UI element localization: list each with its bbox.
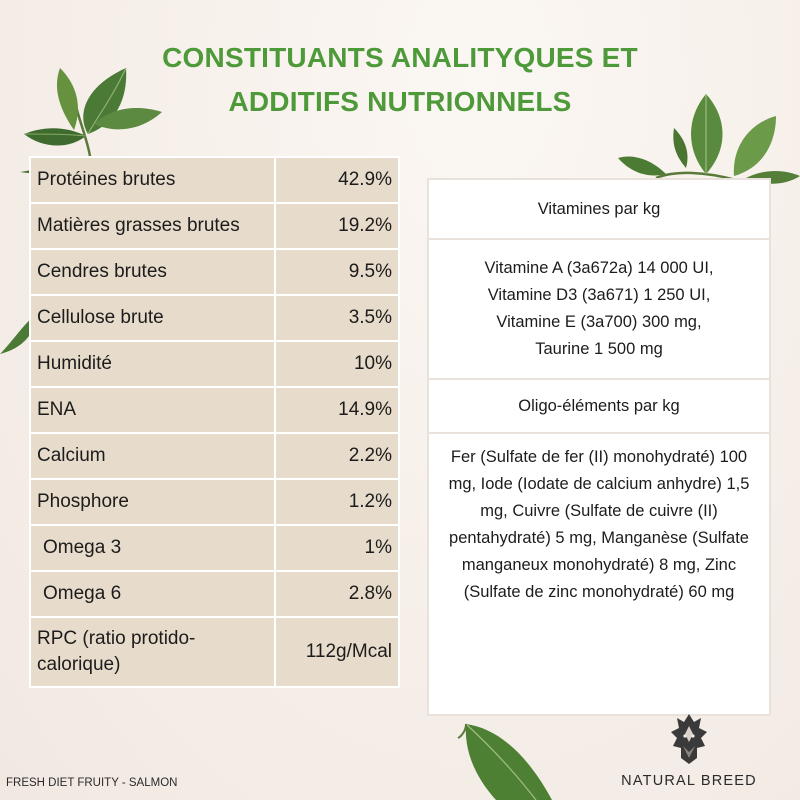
brand-logo (605, 712, 773, 789)
table-row (428, 379, 770, 433)
row-value: 9.5% (275, 249, 399, 295)
trace-elements-header: Oligo-éléments par kg (428, 379, 770, 433)
table-row (428, 239, 770, 379)
table-row (30, 295, 399, 341)
analytical-constituents-table (29, 156, 400, 688)
row-label: ENA (30, 387, 275, 433)
row-value: 10% (275, 341, 399, 387)
table-row (30, 341, 399, 387)
vitamins-header: Vitamines par kg (428, 179, 770, 239)
trace-elements-list: Fer (Sulfate de fer (II) monohydraté) 100 mg, Iode (Iodate de calcium anhydre) 1,5 mg, Cuivre (Sulfate de cuivre (II) pentahydraté) 5 mg, Manganèse (Sulfate manganeux monohydraté) 8 mg, Zinc (Sulfate de zinc monohydraté) 60 mg (428, 433, 770, 715)
row-label: Omega 6 (30, 571, 275, 617)
row-label: Cendres brutes (30, 249, 275, 295)
row-value: 19.2% (275, 203, 399, 249)
row-value: 42.9% (275, 157, 399, 203)
vitamins-list: Vitamine A (3a672a) 14 000 UI, Vitamine D3 (3a671) 1 250 UI, Vitamine E (3a700) 300 mg, Taurine 1 500 mg (428, 239, 770, 379)
row-label: RPC (ratio protido-calorique) (30, 617, 275, 687)
row-label: Protéines brutes (30, 157, 275, 203)
leaf-bottom-icon (456, 718, 566, 800)
howling-wolf-icon (667, 712, 711, 766)
title-line-1: CONSTITUANTS ANALITYQUES ET (162, 42, 638, 73)
row-value: 14.9% (275, 387, 399, 433)
row-value: 1.2% (275, 479, 399, 525)
table-row (30, 203, 399, 249)
row-value: 2.8% (275, 571, 399, 617)
table-row (428, 433, 770, 715)
row-value: 1% (275, 525, 399, 571)
row-label: Matières grasses brutes (30, 203, 275, 249)
table-row (30, 571, 399, 617)
table-row (30, 433, 399, 479)
table-row (428, 179, 770, 239)
row-label: Humidité (30, 341, 275, 387)
product-name: FRESH DIET FRUITY - SALMON (6, 777, 178, 789)
row-label: Cellulose brute (30, 295, 275, 341)
table-row (30, 249, 399, 295)
row-value: 3.5% (275, 295, 399, 341)
row-label: Phosphore (30, 479, 275, 525)
table-row (30, 387, 399, 433)
brand-name: NATURAL BREED (621, 773, 757, 789)
row-label: Omega 3 (30, 525, 275, 571)
table-row (30, 525, 399, 571)
table-row (30, 617, 399, 687)
row-label: Calcium (30, 433, 275, 479)
table-row (30, 479, 399, 525)
nutritional-additives-table (427, 178, 771, 716)
row-value: 112g/Mcal (275, 617, 399, 687)
row-value: 2.2% (275, 433, 399, 479)
title-line-2: ADDITIFS NUTRIONNELS (228, 86, 572, 117)
page-title (0, 36, 800, 124)
table-row (30, 157, 399, 203)
